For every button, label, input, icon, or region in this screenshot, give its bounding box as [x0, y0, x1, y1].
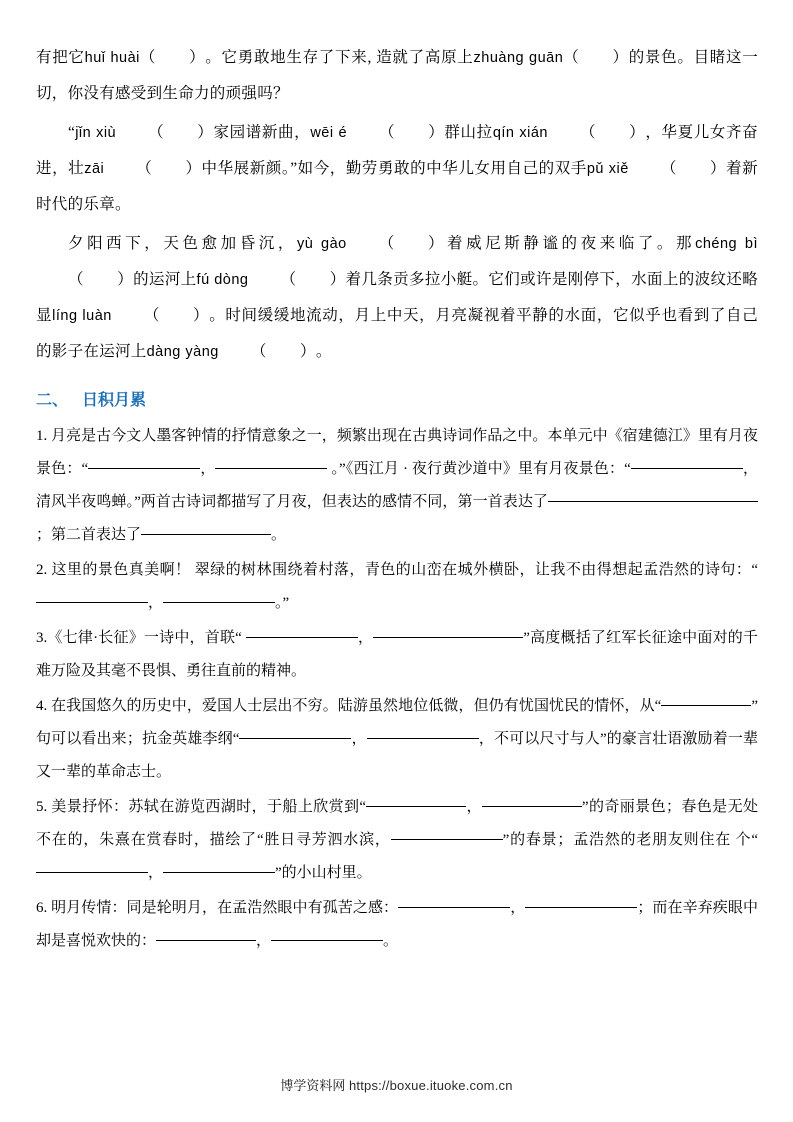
answer-blank[interactable]: [163, 857, 275, 873]
answer-blank[interactable]: [398, 892, 510, 908]
answer-blank[interactable]: [271, 925, 383, 941]
text-run: ；而在辛弃疾眼中却是喜悦欢快的：: [36, 900, 758, 949]
answer-blank[interactable]: [391, 824, 503, 840]
pinyin-text: qín xián: [492, 125, 548, 141]
pinyin-text: yù gào: [296, 236, 347, 252]
answer-blank[interactable]: [661, 690, 751, 706]
text-run: 的景色。目睹这一切，你没有感受到生命力的顽强吗？: [36, 49, 759, 102]
text-run: ，: [357, 630, 374, 646]
text-run: ”的奇丽景色；春色是无处不在的，朱熹在赏春时，描绘了“胜日寻芳泗水滨，: [36, 799, 758, 848]
paragraph: [36, 40, 758, 111]
text-run: ，: [148, 865, 164, 881]
paragraph: [36, 115, 758, 222]
text-run: 2. 这里的景色真美啊！ 翠绿的树林围绕着村落，青色的山峦在城外横卧，让我不由得想起孟浩然的诗句：“: [36, 562, 758, 578]
answer-parentheses[interactable]: （ ）: [68, 271, 134, 288]
exercise-paragraphs: [36, 40, 758, 370]
text-run: “: [68, 124, 76, 141]
answer-parentheses[interactable]: （ ）: [136, 160, 202, 177]
pinyin-text: zāi: [84, 161, 105, 177]
paragraph: [36, 226, 758, 370]
pinyin-text: pǔ xiě: [586, 161, 629, 177]
question-list: [36, 420, 758, 958]
answer-blank[interactable]: [631, 453, 743, 469]
answer-blank[interactable]: [36, 857, 148, 873]
question-item: [36, 791, 758, 890]
answer-blank[interactable]: [215, 453, 327, 469]
answer-parentheses[interactable]: （ ）: [563, 49, 629, 66]
answer-parentheses[interactable]: （ ）: [139, 49, 205, 66]
text-run: ，: [466, 799, 482, 815]
question-item: [36, 622, 758, 688]
answer-blank[interactable]: [163, 587, 275, 603]
section-title-text: 日积月累: [82, 392, 147, 409]
pinyin-text: fú dòng: [196, 272, 249, 288]
text-run: 。时间缓缓地流动，月上中天，月亮凝视着平静的水面，它似乎也看到了自己的影子在运河上: [36, 307, 758, 360]
text-run: ，: [200, 461, 216, 477]
pinyin-text: zhuàng guān: [473, 50, 564, 66]
footer-url: https://boxue.ituoke.com.cn: [348, 1078, 513, 1093]
answer-blank[interactable]: [246, 622, 358, 638]
answer-parentheses[interactable]: （ ）: [280, 271, 346, 288]
text-run: ；第二首表达了: [36, 527, 142, 543]
answer-parentheses[interactable]: （ ）: [378, 235, 444, 252]
text-run: ，: [148, 595, 164, 611]
question-item: [36, 892, 758, 958]
page-footer: [0, 1075, 793, 1094]
section-number: 二、: [36, 392, 69, 409]
text-run: ，: [510, 900, 526, 916]
answer-blank[interactable]: [141, 519, 271, 535]
document-content: [36, 40, 758, 960]
text-run: 。”《西江月 · 夜行黄沙道中》里有月夜景色：“: [327, 461, 631, 477]
text-run: 中华展新颜。”如今，勤劳勇敢的中华儿女用自己的双手: [201, 160, 587, 177]
answer-blank[interactable]: [366, 791, 466, 807]
text-run: 着几条贡多拉小艇。它们或许是刚停下，水面上的波纹还略显: [36, 271, 758, 324]
question-item: [36, 420, 758, 552]
text-run: 家园谱新曲，: [213, 124, 311, 141]
text-run: ，: [256, 933, 272, 949]
answer-parentheses[interactable]: （ ）: [660, 160, 726, 177]
answer-blank[interactable]: [548, 486, 758, 502]
text-run: ，清风半夜鸣蝉。”两首古诗词都描写了月夜，但表达的感情不同，第一首表达了: [36, 461, 758, 510]
text-run: 3.《七律·长征》一诗中，首联“: [36, 630, 246, 646]
pinyin-text: líng luàn: [52, 308, 112, 324]
text-run: 有把它: [36, 49, 85, 66]
answer-parentheses[interactable]: （ ）: [143, 307, 209, 324]
text-run: ”的春景；孟浩然的老朋友则住在 个“: [502, 832, 758, 848]
text-run: 。: [315, 343, 332, 360]
question-item: [36, 554, 758, 620]
text-run: 的运河上: [133, 271, 197, 288]
answer-blank[interactable]: [239, 723, 351, 739]
answer-blank[interactable]: [373, 622, 523, 638]
text-run: 。”: [275, 595, 290, 611]
pinyin-text: wēi é: [310, 125, 348, 141]
text-run: ”的小山村里。: [275, 865, 372, 881]
text-run: 。: [271, 527, 287, 543]
answer-blank[interactable]: [367, 723, 479, 739]
text-run: 。: [383, 933, 399, 949]
question-item: [36, 690, 758, 789]
answer-parentheses[interactable]: （ ）: [148, 124, 214, 141]
answer-parentheses[interactable]: （ ）: [250, 343, 316, 360]
text-run: 着新时代的乐章。: [36, 160, 758, 213]
answer-parentheses[interactable]: （ ）: [379, 124, 445, 141]
text-run: 夕阳西下，天色愈加昏沉，: [68, 235, 297, 252]
text-run: ” 句可以看出来；抗金英雄李纲“: [36, 698, 758, 747]
answer-blank[interactable]: [525, 892, 637, 908]
text-run: 。它勇敢地生存了下来, 造就了高原上: [204, 49, 474, 66]
answer-parentheses[interactable]: （ ）: [579, 124, 645, 141]
text-run: 5. 美景抒怀：苏轼在游览西湖时，于船上欣赏到“: [36, 799, 367, 815]
section-heading: [36, 384, 758, 418]
text-run: 群山拉: [444, 124, 493, 141]
text-run: 6. 明月传情：同是轮明月，在孟浩然眼中有孤苦之感：: [36, 900, 399, 916]
text-run: 着威尼斯静谧的夜来临了。那: [443, 235, 696, 252]
pinyin-text: chéng bì: [695, 236, 758, 252]
answer-blank[interactable]: [36, 587, 148, 603]
answer-blank[interactable]: [482, 791, 582, 807]
text-run: ，: [351, 731, 367, 747]
text-run: 1. 月亮是古今文人墨客钟情的抒情意象之一，频繁出现在古典诗词作品之中。本单元中《宿建德江》里有月夜景色：“: [36, 428, 758, 477]
text-run: 4. 在我国悠久的历史中，爱国人士层出不穷。陆游虽然地位低微，但仍有忧国忧民的情怀，从“: [36, 698, 662, 714]
pinyin-text: huǐ huài: [84, 50, 140, 66]
text-run: ，华夏儿女齐奋进，壮: [36, 124, 758, 177]
pinyin-text: jǐn xiù: [75, 125, 117, 141]
text-run: ，不可以尺寸与人”的豪言壮语激励着一辈又一辈的革命志士。: [36, 731, 758, 780]
answer-blank[interactable]: [156, 925, 256, 941]
answer-blank[interactable]: [88, 453, 200, 469]
watermark-text: 博学资料网: [280, 1078, 346, 1093]
pinyin-text: dàng yàng: [146, 344, 219, 360]
text-run: ”高度概括了红军长征途中面对的千难万险及其毫不畏惧、勇往直前的精神。: [36, 630, 758, 679]
